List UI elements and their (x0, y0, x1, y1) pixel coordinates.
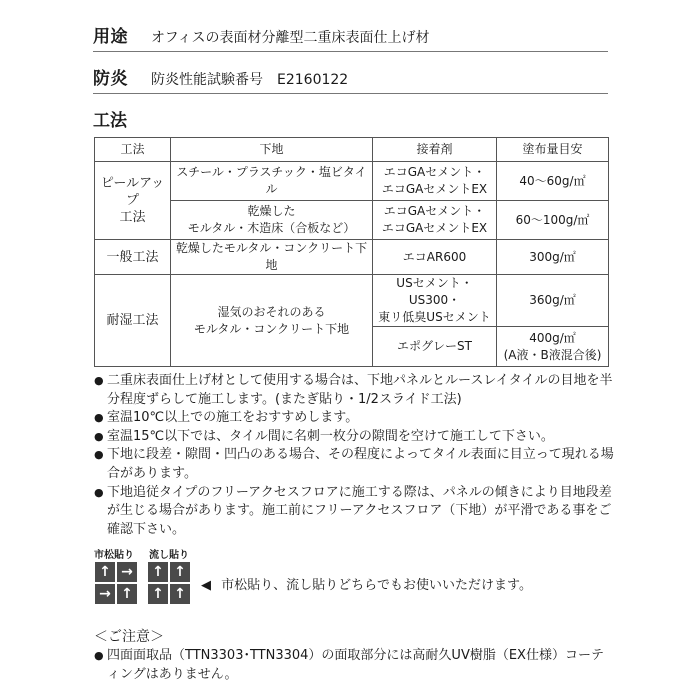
amount-cell: 40〜60g/㎡ (497, 162, 609, 201)
fire-row (93, 64, 348, 89)
pattern-caption-text: 市松貼り、流し貼りどちらでもお使いいただけます。 (221, 578, 532, 593)
bullet-icon: ● (94, 448, 104, 462)
amount-cell: 400g/㎡ (A液・B液混合後) (497, 327, 609, 367)
table-row (95, 201, 609, 240)
note-text: 室温15℃以下では、タイル間に名刺一枚分の隙間を空けて施工して下さい。 (107, 428, 554, 444)
table-header: 下地 (171, 138, 373, 162)
caution-title: ＜ご注意＞ (94, 629, 164, 645)
arrow-right-icon: → (95, 584, 115, 604)
bullet-icon: ● (94, 411, 104, 425)
table-row (95, 240, 609, 275)
list-item (94, 428, 614, 447)
list-item (94, 646, 614, 684)
notes-list (94, 372, 614, 539)
pointer-left-icon: ◀ (201, 578, 211, 593)
table-header: 工法 (95, 138, 171, 162)
list-item (94, 484, 614, 540)
pattern-caption (201, 574, 532, 593)
adhesive-cell: エコGAセメント・ エコGAセメントEX (373, 162, 497, 201)
bullet-icon: ● (94, 429, 104, 443)
bullet-icon: ● (94, 374, 104, 387)
amount-cell: 300g/㎡ (497, 240, 609, 275)
fire-value: 防炎性能試験番号 E2160122 (151, 72, 349, 88)
arrow-up-icon: ↑ (148, 562, 168, 582)
method-table (94, 137, 609, 367)
base-cell: 湿気のおそれのある モルタル・コンクリート下地 (171, 275, 373, 367)
adhesive-cell: USセメント・US300・ 東リ低臭USセメント (373, 275, 497, 327)
usage-label: 用途 (93, 27, 128, 47)
fire-label: 防炎 (93, 69, 128, 89)
divider (93, 51, 608, 52)
list-item (94, 409, 614, 428)
usage-value: オフィスの表面材分離型二重床表面仕上げ材 (151, 30, 430, 46)
table-header: 塗布量目安 (497, 138, 609, 162)
base-cell: 乾燥したモルタル・コンクリート下地 (171, 240, 373, 275)
arrow-up-icon: ↑ (117, 584, 137, 604)
table-header: 接着剤 (373, 138, 497, 162)
flow-pattern-label: 流し貼り (149, 550, 189, 561)
amount-cell: 360g/㎡ (497, 275, 609, 327)
bullet-icon: ● (94, 649, 104, 662)
checker-pattern-diagram (95, 562, 137, 604)
bullet-icon: ● (94, 485, 104, 499)
caution-list (94, 646, 614, 684)
table-row (95, 275, 609, 327)
table-header-row (95, 138, 609, 162)
list-item (94, 372, 614, 409)
base-cell: 乾燥した モルタル・木造床（合板など） (171, 201, 373, 240)
adhesive-cell: エコAR600 (373, 240, 497, 275)
method-section-title: 工法 (93, 111, 127, 131)
note-text: 下地追従タイプのフリーアクセスフロアに施工する際は、パネルの傾きにより目地段差が生じる場合があります。施工前にフリーアクセスフロア（下地）が平滑である事をご確認下さい。 (107, 484, 612, 537)
arrow-right-icon: → (117, 562, 137, 582)
checker-pattern-label: 市松貼り (94, 550, 134, 561)
adhesive-cell: エコGAセメント・ エコGAセメントEX (373, 201, 497, 240)
arrow-up-icon: ↑ (170, 562, 190, 582)
arrow-up-icon: ↑ (148, 584, 168, 604)
usage-row (93, 22, 429, 47)
base-cell: スチール・プラスチック・塩ビタイル (171, 162, 373, 201)
caution-text: 四面面取品（TTN3303･TTN3304）の面取部分には高耐久UV樹脂（EX仕様）コーティングはありません。 (107, 648, 604, 682)
amount-cell: 60〜100g/㎡ (497, 201, 609, 240)
arrow-up-icon: ↑ (95, 562, 115, 582)
method-cell: 一般工法 (95, 240, 171, 275)
adhesive-cell: エポグレーST (373, 327, 497, 367)
method-cell: ピールアップ 工法 (95, 162, 171, 240)
table-row (95, 162, 609, 201)
list-item (94, 446, 614, 483)
note-text: 二重床表面仕上げ材として使用する場合は、下地パネルとルースレイタイルの目地を半分程度ずらして施工します。(またぎ貼り・1/2スライド工法) (107, 373, 613, 407)
method-cell: 耐湿工法 (95, 275, 171, 367)
note-text: 室温10℃以上での施工をおすすめします。 (107, 410, 359, 426)
arrow-up-icon: ↑ (170, 584, 190, 604)
flow-pattern-diagram (148, 562, 190, 604)
note-text: 下地に段差・隙間・凹凸のある場合、その程度によってタイル表面に目立って現れる場合があります。 (107, 447, 614, 481)
divider (93, 93, 608, 94)
